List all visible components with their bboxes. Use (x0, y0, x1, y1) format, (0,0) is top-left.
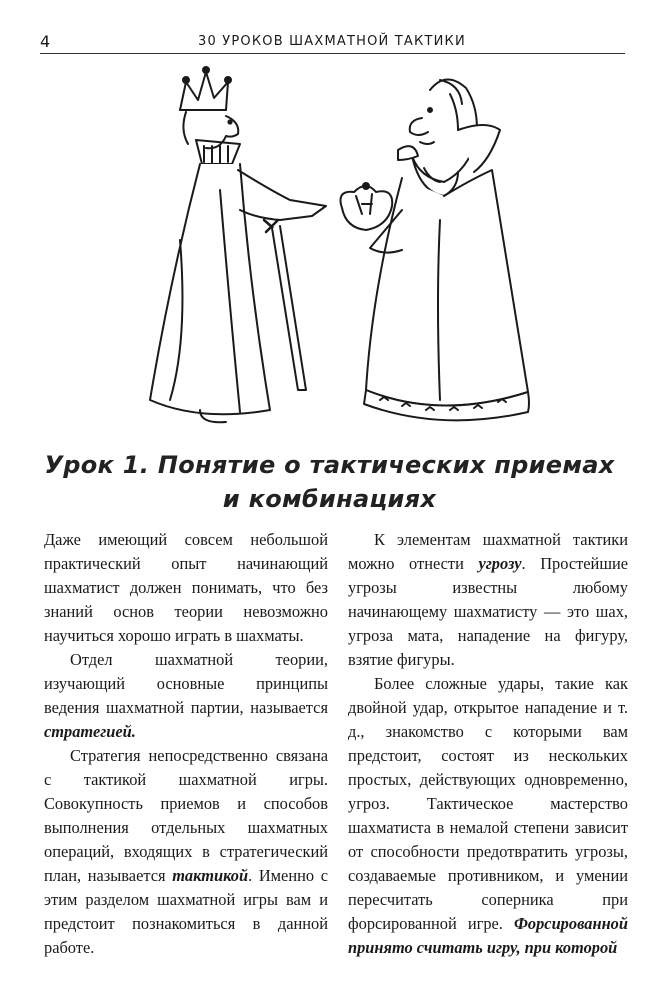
page-number: 4 (40, 32, 51, 51)
term-tactics: тактикой (172, 866, 249, 885)
lesson-title-line-2: и комбинациях (222, 485, 437, 513)
running-title: 30 УРОКОВ ШАХМАТНОЙ ТАКТИКИ (198, 34, 466, 49)
queen-figure (150, 67, 326, 422)
paragraph: Даже имеющий совсем небольшой практический опыт начинающий шахматист должен понимать, что без знаний основ теории невозможно научиться хорошо играть в шахматы. (44, 530, 328, 645)
page-header (40, 32, 625, 54)
right-column (348, 528, 628, 960)
paragraph-text: . Простейшие угрозы известны любому начинающему шахматисту — это шах, угроза мата, нападение на фигуру, взятие фигуры. (348, 554, 628, 669)
term-threat: угрозу (478, 554, 522, 573)
paragraph (44, 648, 328, 744)
queen-king-illustration (140, 60, 540, 440)
lesson-title-line-1: Урок 1. Понятие о тактических приемах (44, 451, 615, 479)
paragraph-text: К элементам шахматной тактики можно отнести (348, 530, 628, 573)
term-strategy: стратегией. (44, 722, 136, 741)
header-rule (40, 53, 625, 54)
paragraph-text: Стратегия непосредственно связана с тактикой шахматной игры. Совокупность приемов и способов выполнения отдельных шахматных операций, входящих в стратегический план, называется (44, 746, 328, 885)
paragraph-text: Отдел шахматной теории, изучающий основные принципы ведения шахматной партии, называется (44, 650, 328, 717)
term-forced-play: Форсированной принято считать игру, при которой (348, 914, 628, 957)
left-column (44, 528, 328, 960)
paragraph-text: . Именно с этим разделом шахматной игры вам и предстоит познакомиться в данной работе. (44, 866, 328, 957)
paragraph-text: Более сложные удары, такие как двойной удар, открытое нападение и т. д., знакомство с которыми вам предстоит, состоят из нескольких простых, действующих одновременно, угроз. Тактическое мастерство шахматиста в немалой степени зависит от способности предотвратить угрозы, создаваемые противником, и умении пересчитать соперника при форсированной игре. (348, 674, 628, 933)
paragraph (348, 672, 628, 960)
lesson-title (0, 448, 659, 516)
paragraph (348, 528, 628, 672)
paragraph (44, 744, 328, 960)
king-figure (341, 79, 530, 420)
